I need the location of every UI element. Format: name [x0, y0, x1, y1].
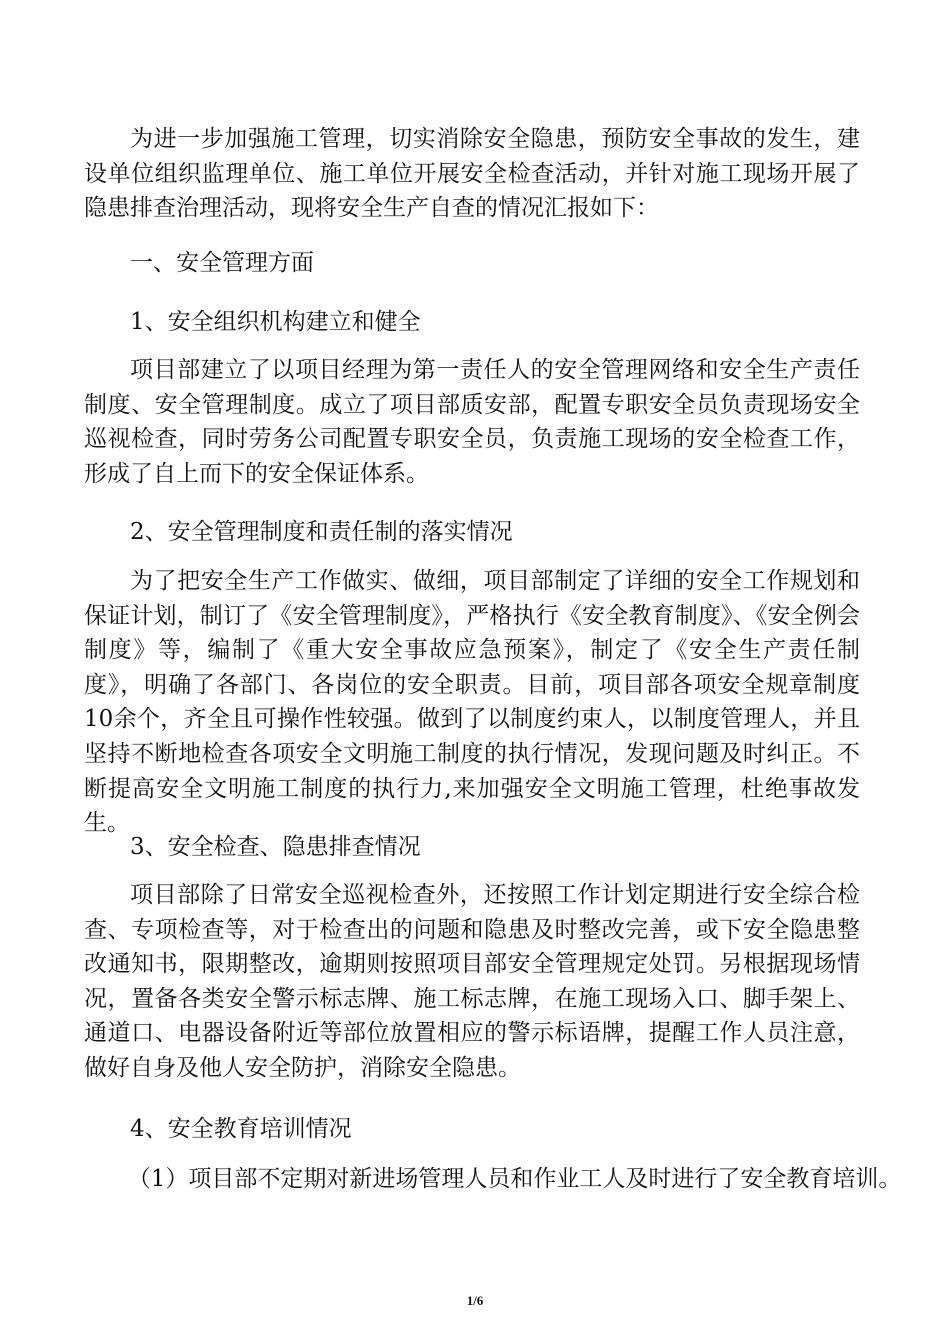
- subsection-heading: 2、安全管理制度和责任制的落实情况: [130, 519, 513, 545]
- subsection-heading: 3、安全检查、隐患排查情况: [130, 834, 421, 860]
- page-number: 1/6: [466, 1293, 484, 1308]
- list-item: （1）项目部不定期对新进场管理人员和作业工人及时进行了安全教育培训。: [127, 1166, 902, 1192]
- subsection-heading: 4、安全教育培训情况: [130, 1116, 352, 1142]
- body-paragraph: 为了把安全生产工作做实、做细，项目部制定了详细的安全工作规划和保证计划，制订了《安全管理制度》，严格执行《安全教育制度》、《安全例会制度》等，编制了《重大安全事故应急预案》，制定了《安全生产责任制度》，明确了各部门、各岗位的安全职责。目前，项目部各项安全规章制度10余个，齐全且可操作性较强。做到了以制度约束人，以制度管理人，并且坚持不断地检查各项安全文明施工制度的执行情况，发现问题及时纠正。不断提高安全文明施工制度的执行力,来加强安全文明施工管理，杜绝事故发生。: [84, 568, 860, 837]
- body-paragraph: 项目部建立了以项目经理为第一责任人的安全管理网络和安全生产责任制度、安全管理制度。成立了项目部质安部，配置专职安全员负责现场安全巡视检查，同时劳务公司配置专职安全员，负责施工现场的安全检查工作，形成了自上而下的安全保证体系。: [84, 357, 860, 487]
- section-heading: 一、安全管理方面: [130, 250, 314, 276]
- intro-paragraph: 为进一步加强施工管理，切实消除安全隐患，预防安全事故的发生，建设单位组织监理单位、施工单位开展安全检查活动，并针对施工现场开展了隐患排查治理活动，现将安全生产自查的情况汇报如下：: [84, 126, 860, 222]
- body-paragraph: 项目部除了日常安全巡视检查外，还按照工作计划定期进行安全综合检查、专项检查等，对于检查出的问题和隐患及时整改完善，或下安全隐患整改通知书，限期整改，逾期则按照项目部安全管理规定处罚。另根据现场情况，置备各类安全警示标志牌、施工标志牌，在施工现场入口、脚手架上、通道口、电器设备附近等部位放置相应的警示标语牌，提醒工作人员注意，做好自身及他人安全防护，消除安全隐患。: [84, 882, 860, 1081]
- subsection-heading: 1、安全组织机构建立和健全: [130, 309, 421, 335]
